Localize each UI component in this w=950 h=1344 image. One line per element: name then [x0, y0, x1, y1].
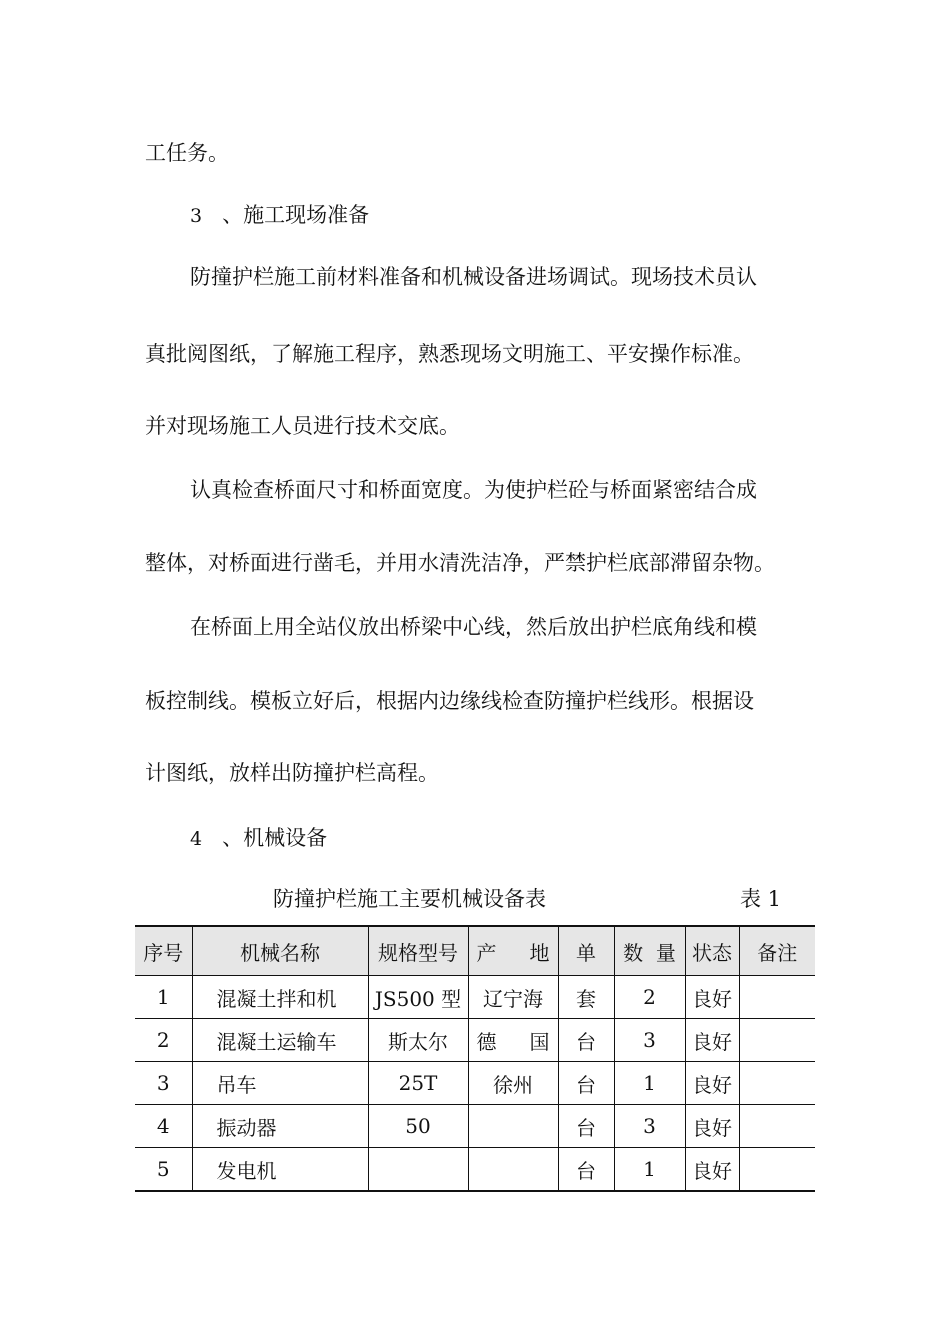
paragraph-line: 并对现场施工人员进行技术交底。 [145, 414, 460, 438]
paragraph-line: 认真检查桥面尺寸和桥面宽度。为使护栏砼与桥面紧密结合成 [190, 478, 757, 502]
cell-status: 良好 [685, 1062, 739, 1105]
cell-unit: 台 [558, 1019, 614, 1062]
cell-name: 混凝土运输车 [192, 1019, 368, 1062]
header-remark: 备注 [739, 926, 815, 976]
cell-origin [468, 1019, 558, 1062]
cell-unit: 套 [558, 976, 614, 1019]
cell-name: 振动器 [192, 1105, 368, 1148]
section-number: 4 [190, 828, 203, 850]
cell-model: 斯太尔 [368, 1019, 468, 1062]
equipment-table [135, 925, 815, 1192]
table-row [135, 1105, 815, 1148]
cell-index: 3 [135, 1062, 192, 1105]
cell-model: 50 [368, 1105, 468, 1148]
cell-name: 混凝土拌和机 [192, 976, 368, 1019]
paragraph-tail: 工任务。 [145, 141, 229, 165]
paragraph-line: 整体，对桥面进行凿毛，并用水清洗洁净，严禁护栏底部滞留杂物。 [145, 551, 775, 575]
header-status: 状态 [685, 926, 739, 976]
cell-model: 25T [368, 1062, 468, 1105]
cell-qty: 3 [614, 1105, 685, 1148]
cell-remark [739, 1105, 815, 1148]
header-unit: 单 [558, 926, 614, 976]
cell-status: 良好 [685, 976, 739, 1019]
cell-model [368, 1148, 468, 1192]
cell-name: 发电机 [192, 1148, 368, 1192]
paragraph-line: 防撞护栏施工前材料准备和机械设备进场调试。现场技术员认 [190, 265, 757, 289]
cell-status: 良好 [685, 1148, 739, 1192]
cell-qty: 2 [614, 976, 685, 1019]
table-row [135, 1062, 815, 1105]
table-number: 表 1 [740, 887, 782, 911]
table-caption: 防撞护栏施工主要机械设备表 [273, 887, 546, 911]
cell-origin [468, 1105, 558, 1148]
cell-name: 吊车 [192, 1062, 368, 1105]
header-name: 机械名称 [192, 926, 368, 976]
cell-remark [739, 976, 815, 1019]
cell-unit: 台 [558, 1062, 614, 1105]
cell-index: 5 [135, 1148, 192, 1192]
paragraph-line: 计图纸，放样出防撞护栏高程。 [145, 761, 439, 785]
cell-origin-b: 国 [529, 1029, 550, 1054]
cell-remark [739, 1019, 815, 1062]
cell-status: 良好 [685, 1019, 739, 1062]
header-origin-b: 地 [529, 940, 550, 965]
cell-qty: 1 [614, 1062, 685, 1105]
section-number: 3 [190, 205, 203, 227]
paragraph-line: 板控制线。模板立好后，根据内边缘线检查防撞护栏线形。根据设 [145, 689, 754, 713]
cell-origin [468, 1148, 558, 1192]
cell-index: 4 [135, 1105, 192, 1148]
cell-index: 2 [135, 1019, 192, 1062]
header-model: 规格型号 [368, 926, 468, 976]
table-row [135, 1148, 815, 1192]
header-qty [614, 926, 685, 976]
table-row [135, 976, 815, 1019]
cell-index: 1 [135, 976, 192, 1019]
cell-status: 良好 [685, 1105, 739, 1148]
section-heading-4 [190, 824, 327, 853]
header-index: 序号 [135, 926, 192, 976]
header-qty-b: 量 [655, 940, 676, 965]
cell-remark [739, 1148, 815, 1192]
cell-qty: 3 [614, 1019, 685, 1062]
header-origin [468, 926, 558, 976]
header-qty-a: 数 [623, 940, 644, 965]
cell-remark [739, 1062, 815, 1105]
header-origin-a: 产 [476, 940, 497, 965]
section-title: 、施工现场准备 [222, 203, 370, 227]
paragraph-line: 在桥面上用全站仪放出桥梁中心线，然后放出护栏底角线和模 [190, 615, 757, 639]
cell-unit: 台 [558, 1148, 614, 1192]
cell-model: JS500 型 [368, 976, 468, 1019]
section-heading-3 [190, 201, 369, 230]
table-header-row [135, 926, 815, 976]
cell-origin: 辽宁海 [468, 976, 558, 1019]
cell-qty: 1 [614, 1148, 685, 1192]
cell-unit: 台 [558, 1105, 614, 1148]
section-title: 、机械设备 [222, 826, 328, 850]
cell-origin: 徐州 [468, 1062, 558, 1105]
table-row [135, 1019, 815, 1062]
paragraph-line: 真批阅图纸，了解施工程序，熟悉现场文明施工、平安操作标准。 [145, 342, 754, 366]
cell-origin-a: 德 [476, 1029, 497, 1054]
